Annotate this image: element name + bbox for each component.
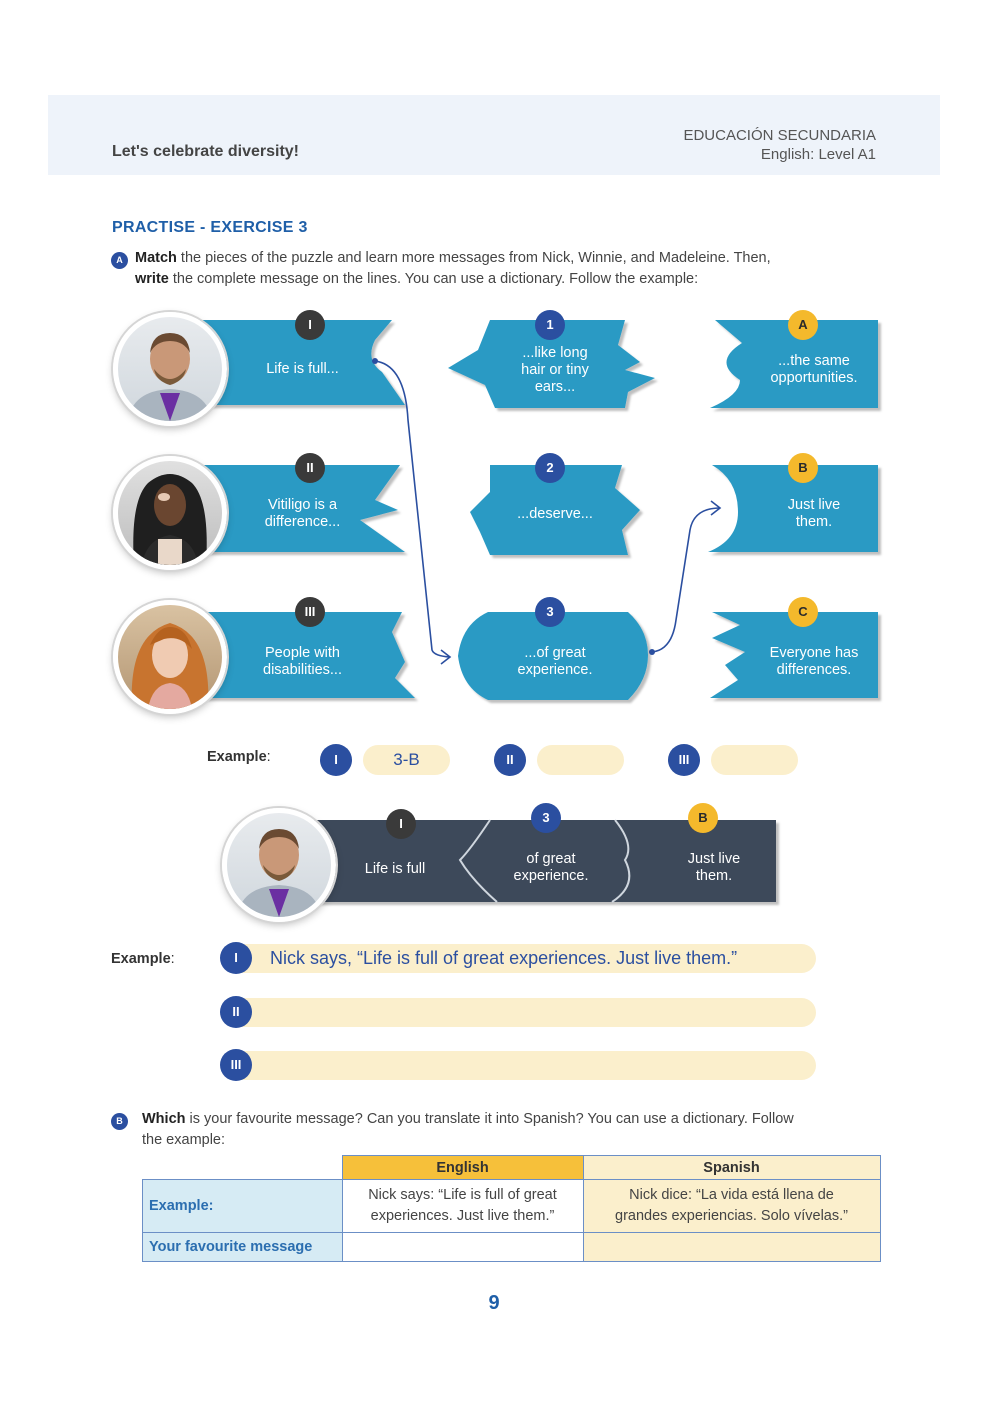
- piece-middle-1-line2: hair or tiny: [521, 362, 589, 378]
- sentence-line-III[interactable]: [228, 1051, 816, 1080]
- piece-right-3-text: [748, 645, 880, 679]
- match-answer-I[interactable]: 3-B: [363, 745, 450, 775]
- part-b-badge: B: [111, 1113, 128, 1130]
- assembled-text-left: Life is full: [364, 861, 426, 877]
- match-example-colon: :: [266, 749, 271, 765]
- match-example-label-text: Example: [207, 749, 267, 765]
- table-cell-example-english: [342, 1180, 583, 1233]
- piece-right-2-text: [748, 497, 880, 531]
- badge-right-C: C: [788, 597, 818, 627]
- piece-middle-3-line1: ...of great: [524, 645, 586, 661]
- table-cell-example-spanish: [583, 1180, 880, 1233]
- avatar-winnie: [113, 456, 227, 570]
- sentence-line-II[interactable]: [228, 998, 816, 1027]
- table-row-favourite-label: Your favourite message: [143, 1233, 343, 1262]
- match-answer-II[interactable]: [537, 745, 624, 775]
- assembled-text-right-1: Just live: [687, 851, 741, 867]
- part-a-bold-match: Match: [135, 250, 177, 266]
- piece-left-2-line1: Vitiligo is a: [267, 497, 338, 513]
- badge-middle-1: 1: [535, 310, 565, 340]
- sentence-badge-III: III: [220, 1049, 252, 1081]
- person-icon: [227, 813, 331, 917]
- sentence-badge-II: II: [220, 996, 252, 1028]
- match-line-3-B: [652, 508, 720, 652]
- badge-left-1: I: [295, 310, 325, 340]
- page-number: 9: [488, 1292, 500, 1314]
- match-answer-III[interactable]: [711, 745, 798, 775]
- table-cell-favourite-english[interactable]: [342, 1233, 583, 1262]
- piece-left-3-line2: disabilities...: [263, 662, 342, 678]
- piece-left-2-line2: difference...: [264, 514, 341, 530]
- example-spanish-line2: grandes experiencias. Solo vívelas.”: [615, 1208, 848, 1224]
- piece-right-1-line2: opportunities.: [770, 370, 858, 386]
- translation-table: [142, 1155, 881, 1262]
- section-title: PRACTISE - EXERCISE 3: [112, 219, 308, 236]
- match-badge-II: II: [494, 744, 526, 776]
- assembled-badge-right: B: [688, 803, 718, 833]
- person-icon: [118, 317, 222, 421]
- part-b-bold-which: Which: [142, 1111, 186, 1127]
- part-a-text2: the complete message on the lines. You can use a dictionary. Follow the example:: [168, 271, 699, 287]
- assembled-text-middle-2: experience.: [513, 868, 589, 884]
- badge-left-2: II: [295, 453, 325, 483]
- person-icon: [118, 605, 222, 709]
- piece-left-3-text: [235, 645, 370, 679]
- assembled-text-right-2: them.: [695, 868, 733, 884]
- badge-right-B: B: [788, 453, 818, 483]
- part-b-text2: the example:: [142, 1132, 226, 1148]
- sentence-example-label-text: Example: [111, 951, 171, 967]
- person-icon: [118, 461, 222, 565]
- sentence-example-colon: :: [170, 951, 175, 967]
- piece-right-3-line2: differences.: [776, 662, 852, 678]
- piece-right-1-line1: ...the same: [778, 353, 850, 369]
- table-corner: [143, 1156, 343, 1180]
- piece-right-2-line1: Just live: [787, 497, 841, 513]
- badge-middle-2: 2: [535, 453, 565, 483]
- piece-middle-1-line1: ...like long: [522, 345, 588, 361]
- sentence-example-label: [111, 951, 175, 967]
- page-title: Let's celebrate diversity!: [112, 143, 299, 160]
- assembled-text-middle-1: of great: [526, 851, 576, 867]
- table-header-english: English: [342, 1156, 583, 1180]
- avatar-nick: [113, 312, 227, 426]
- assembled-text-middle: [490, 851, 612, 885]
- piece-middle-3-text: [495, 645, 615, 679]
- badge-left-3: III: [295, 597, 325, 627]
- match-badge-I: I: [320, 744, 352, 776]
- badge-middle-3: 3: [535, 597, 565, 627]
- piece-middle-1-line3: ears...: [534, 379, 576, 395]
- table-row-example-label: Example:: [143, 1180, 343, 1233]
- avatar-nick-example: [222, 808, 336, 922]
- piece-right-1-text: [748, 353, 880, 387]
- table-header-spanish: Spanish: [583, 1156, 880, 1180]
- part-a-bold-write: write: [135, 271, 169, 287]
- header-org: EDUCACIÓN SECUNDARIA: [683, 127, 876, 144]
- part-a-text1: the pieces of the puzzle and learn more messages from Nick, Winnie, and Madeleine. Then,: [176, 250, 771, 266]
- sentence-badge-I: I: [220, 942, 252, 974]
- part-a-badge: A: [111, 252, 128, 269]
- piece-middle-1-text: [495, 345, 615, 396]
- assembled-badge-left: I: [386, 809, 416, 839]
- piece-left-1-line1: Life is full...: [266, 361, 339, 377]
- example-english-line2: experiences. Just live them.”: [370, 1208, 555, 1224]
- match-example-label: [207, 749, 271, 765]
- badge-right-A: A: [788, 310, 818, 340]
- example-spanish-line1: Nick dice: “La vida está llena de: [629, 1187, 834, 1203]
- avatar-madeleine: [113, 600, 227, 714]
- table-cell-favourite-spanish[interactable]: [583, 1233, 880, 1262]
- piece-left-2-text: [235, 497, 370, 531]
- piece-left-3-line1: People with: [265, 645, 340, 661]
- piece-right-2-line2: them.: [795, 514, 833, 530]
- example-english-line1: Nick says: “Life is full of great: [368, 1187, 557, 1203]
- piece-middle-2-text: ...deserve...: [517, 506, 593, 522]
- sentence-text-I: Nick says, “Life is full of great experiences. Just live them.”: [270, 948, 738, 968]
- assembled-text-right: [655, 851, 773, 885]
- match-badge-III: III: [668, 744, 700, 776]
- part-b-text1: is your favourite message? Can you translate it into Spanish? You can use a dictionary. Follow: [185, 1111, 794, 1127]
- assembled-badge-middle: 3: [531, 803, 561, 833]
- piece-middle-3-line2: experience.: [517, 662, 593, 678]
- piece-left-1-text: [235, 361, 370, 378]
- header-level: English: Level A1: [760, 146, 876, 163]
- piece-right-3-line1: Everyone has: [769, 645, 859, 661]
- part-b-instructions: [142, 1109, 887, 1151]
